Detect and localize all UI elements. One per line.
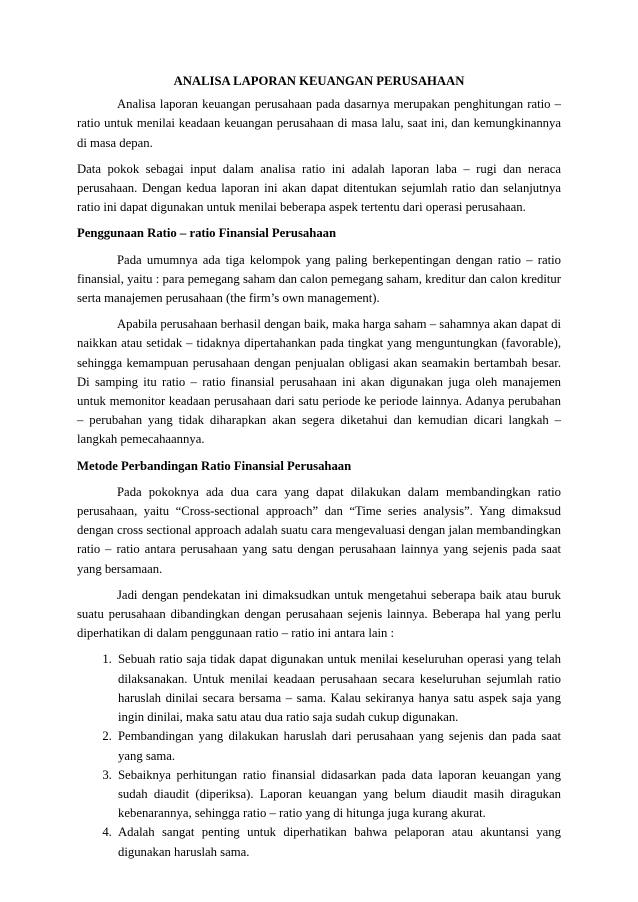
considerations-list: [77, 650, 561, 861]
section2-paragraph-2: Jadi dengan pendekatan ini dimaksudkan untuk mengetahui seberapa baik atau buruk suatu perusahaan dibandingkan dengan perusahaan sejenis lainnya. Beberapa hal yang perlu diperhatikan di dalam penggunaan ratio – ratio ini antara lain :: [77, 587, 561, 641]
section2-paragraph-1: Pada pokoknya ada dua cara yang dapat dilakukan dalam membandingkan ratio perusahaan, yaitu “Cross-sectional approach” dan “Time series analysis”. Yang dimaksud dengan cross sectional approach adalah suatu cara mengevaluasi dengan jalan membandingkan ratio – ratio antara perusahaan yang satu dengan perusahaan lainnya yang sejenis pada saat yang bersamaan.: [77, 484, 561, 576]
section1-paragraph-1: Pada umumnya ada tiga kelompok yang paling berkepentingan dengan ratio – ratio finansial, yaitu : para pemegang saham dan calon pemegang saham, kreditur dan calon kreditur serta manajemen perusahaan (the firm’s own management).: [77, 252, 561, 306]
intro-paragraph-2: Data pokok sebagai input dalam analisa ratio ini adalah laporan laba – rugi dan neraca perusahaan. Dengan kedua laporan ini akan dapat ditentukan sejumlah ratio dan selanjutnya ratio ini dapat digunakan untuk menilai beberapa aspek tertentu dari operasi perusahaan.: [77, 161, 561, 215]
section1-paragraph-2: Apabila perusahaan berhasil dengan baik, maka harga saham – sahamnya akan dapat di naikkan atau setidak – tidaknya dipertahankan pada tingkat yang menguntungkan (favorable), sehingga kemampuan perusahaan dengan penjualan obligasi akan seamakin bertambah besar. Di samping itu ratio – ratio finansial perusahaan ini akan digunakan juga oleh manajemen untuk memonitor keadaan perusahaan dari satu periode ke periode lainnya. Adanya perubahan – perubahan yang tidak diharapkan akan segera diketahui dan kemudian dicari langkah – langkah pemecahaannya.: [77, 317, 561, 447]
list-item: 3. Sebaiknya perhitungan ratio finansial didasarkan pada data laporan keuangan yang sudah diaudit (diperiksa). Laporan keuangan yang belum diaudit masih diragukan kebenarannya, sehingga ratio – ratio yang di hitunga juga kurang akurat.: [115, 766, 561, 824]
section-heading-penggunaan-ratio: Penggunaan Ratio – ratio Finansial Perusahaan: [77, 226, 337, 241]
document-title: ANALISA LAPORAN KEUANGAN PERUSAHAAN: [173, 74, 465, 88]
section-heading-metode-perbandingan: Metode Perbandingan Ratio Finansial Perusahaan: [77, 458, 352, 473]
list-item: 1. Sebuah ratio saja tidak dapat digunakan untuk menilai keseluruhan operasi yang telah dilaksanakan. Untuk menilai keadaan perusahaan secara keseluruhan sejumlah ratio haruslah dinilai secara bersama – sama. Kalau sekiranya hanya satu aspek saja yang ingin dinilai, maka satu atau dua ratio saja sudah cukup digunakan.: [115, 650, 561, 727]
intro-paragraph-1: Analisa laporan keuangan perusahaan pada dasarnya merupakan penghitungan ratio – ratio untuk menilai keadaan keuangan perusahaan di masa lalu, saat ini, dan kemungkinannya di masa depan.: [77, 97, 561, 150]
document-page: [77, 72, 561, 862]
list-item: 4. Adalah sangat penting untuk diperhatikan bahwa pelaporan atau akuntansi yang digunakan haruslah sama.: [115, 823, 561, 861]
list-item: 2. Pembandingan yang dilakukan haruslah dari perusahaan yang sejenis dan pada saat yang sama.: [115, 727, 561, 765]
